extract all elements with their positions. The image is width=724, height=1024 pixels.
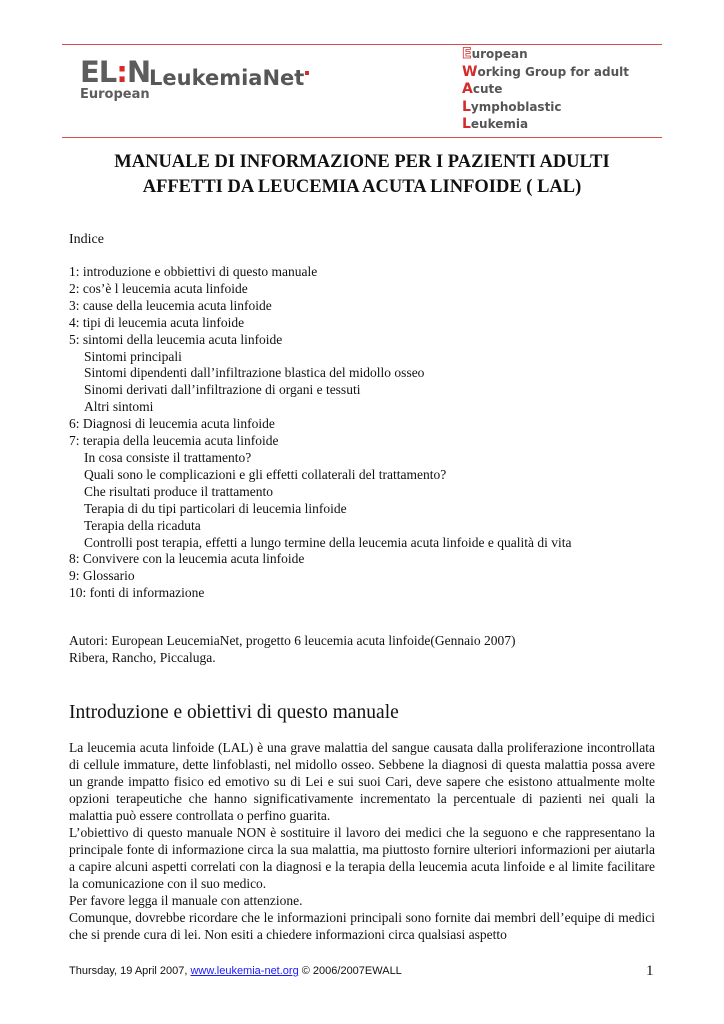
toc-subitem: Altri sintomi xyxy=(84,399,154,415)
paragraph: La leucemia acuta linfoide (LAL) è una grave malattia del sangue causata dalla proliferazione incontrollata di cellule immature, dette linfoblasti, nel midollo osseo. Sebbene la diagnosi di questa malattia possa avere un grande impatto fisico ed emotivo su di Lei e sui suoi Cari, deve sapere che esistono attualmente molte opzioni terapeutiche che hanno significativamente incrementato la percentuale di pazienti nei quali la malattia può essere controllata o perfino guarita. xyxy=(69,740,655,823)
footer-copyright: © 2006/2007EWALL xyxy=(298,965,402,977)
authors-block xyxy=(69,632,515,666)
logo-eln-mark: EL:N xyxy=(80,55,151,89)
document-title: MANUALE DI INFORMAZIONE PER I PAZIENTI ADULTI AFFETTI DA LEUCEMIA ACUTA LINFOIDE ( LAL) xyxy=(114,152,610,197)
paragraph: L’obiettivo di questo manuale NON è sostituire il lavoro dei medici che la seguono e che rappresentano la principale fonte di informazione circa la sua malattia, ma piuttosto fornire ulteriori informazioni per aiutarla a capire alcuni aspetti correlati con la diagnosi e la terapia della leucemia acuta linfoide e al limite facilitare la comunicazione con il suo medico. xyxy=(69,825,655,891)
acronym-line: Leukemia xyxy=(462,116,529,132)
authors-line: Autori: European LeucemiaNet, progetto 6 leucemia acuta linfoide(Gennaio 2007) xyxy=(69,633,516,648)
index-label: Indice xyxy=(69,232,104,247)
section-heading: Introduzione e obiettivi di questo manuale xyxy=(69,702,399,723)
toc-subitem: Quali sono le complicazioni e gli effetti collaterali del trattamento? xyxy=(84,466,447,482)
logo-brand-name: LeukemiaNet xyxy=(149,66,309,90)
toc-subitem: Terapia di du tipi particolari di leucemia linfoide xyxy=(84,500,347,516)
page-number: 1 xyxy=(646,963,654,979)
footer-date: Thursday, 19 April 2007, xyxy=(69,965,191,977)
toc-item: 6: Diagnosi di leucemia acuta linfoide xyxy=(69,416,275,432)
toc-item: 1: introduzione e obbiettivi di questo manuale xyxy=(69,264,318,279)
toc-subitem: Controlli post terapia, effetti a lungo termine della leucemia acuta linfoide e qualità di vita xyxy=(84,534,572,550)
toc-subitem: Sinomi derivati dall’infiltrazione di organi e tessuti xyxy=(84,382,361,398)
table-of-contents xyxy=(69,264,571,602)
page-footer xyxy=(69,965,402,977)
header-bottom-rule xyxy=(62,137,662,138)
toc-subitem: In cosa consiste il trattamento? xyxy=(84,449,252,465)
toc-item: 8: Convivere con la leucemia acuta linfoide xyxy=(69,551,305,567)
toc-item: 3: cause della leucemia acuta linfoide xyxy=(69,297,272,313)
ewall-acronym xyxy=(462,46,629,134)
footer-link[interactable]: www.leukemia-net.org xyxy=(190,965,299,977)
toc-item: 7: terapia della leucemia acuta linfoide xyxy=(69,433,279,449)
logo-subtitle: European xyxy=(80,87,150,102)
acronym-line: Acute xyxy=(462,81,503,97)
body-text xyxy=(69,739,655,943)
toc-item: 9: Glossario xyxy=(69,568,135,584)
toc-subitem: Terapia della ricaduta xyxy=(84,517,201,533)
acronym-line: Working Group for adult xyxy=(462,63,629,80)
header-top-rule xyxy=(62,44,662,45)
acronym-line: Lymphoblastic xyxy=(462,98,562,115)
toc-subitem: Sintomi dipendenti dall’infiltrazione blastica del midollo osseo xyxy=(84,365,425,381)
toc-subitem: Sintomi principali xyxy=(84,348,182,364)
toc-item: 5: sintomi della leucemia acuta linfoide xyxy=(69,331,283,347)
toc-item: 4: tipi di leucemia acuta linfoide xyxy=(69,314,245,330)
acronym-line: European xyxy=(462,46,528,62)
authors-names: Ribera, Rancho, Piccaluga. xyxy=(69,650,216,665)
paragraph: Comunque, dovrebbe ricordare che le informazioni principali sono fornite dai membri dell’equipe di medici che si prende cura di lei. Non esiti a chiedere informazioni circa qualsiasi aspetto xyxy=(69,910,655,942)
paragraph: Per favore legga il manuale con attenzione. xyxy=(69,893,303,908)
leukemianet-logo xyxy=(80,57,320,107)
toc-item: 2: cos’è l leucemia acuta linfoide xyxy=(69,280,248,296)
toc-subitem: Che risultati produce il trattamento xyxy=(84,483,273,499)
toc-item: 10: fonti di informazione xyxy=(69,585,205,601)
logo-red-square-icon xyxy=(305,71,309,75)
